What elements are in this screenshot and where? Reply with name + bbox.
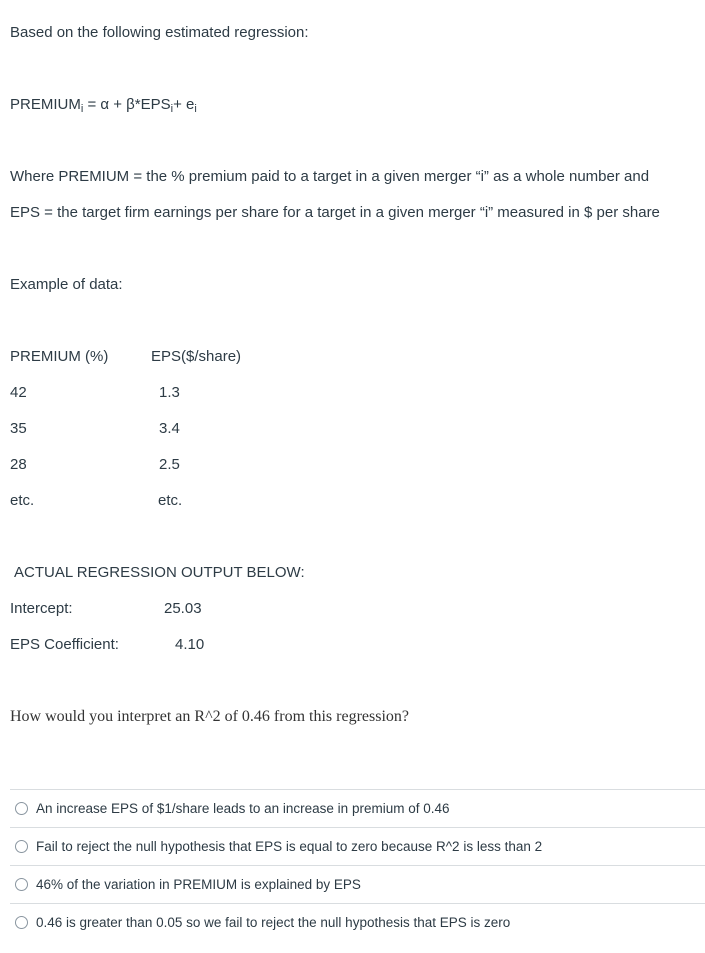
- table-cell-eps: etc.: [158, 492, 183, 509]
- definition-premium: Where PREMIUM = the % premium paid to a target in a given merger “i” as a whole number and: [10, 168, 650, 185]
- answer-option[interactable]: [10, 789, 705, 827]
- output-heading: ACTUAL REGRESSION OUTPUT BELOW:: [14, 564, 305, 581]
- radio-button[interactable]: [15, 916, 28, 929]
- radio-button[interactable]: [15, 802, 28, 815]
- radio-button[interactable]: [15, 878, 28, 891]
- answer-label: Fail to reject the null hypothesis that EPS is equal to zero because R^2 is less than 2: [36, 839, 543, 854]
- answer-label: 0.46 is greater than 0.05 so we fail to reject the null hypothesis that EPS is zero: [36, 915, 511, 930]
- equation-subscript: i: [80, 103, 84, 115]
- table-cell-eps: 1.3: [159, 384, 180, 401]
- definition-eps: EPS = the target firm earnings per share for a target in a given merger “i” measured in $ per share: [10, 204, 660, 221]
- table-header-premium: PREMIUM (%): [10, 348, 109, 365]
- regression-equation: [10, 95, 197, 119]
- answer-option[interactable]: [10, 903, 705, 941]
- answer-option[interactable]: [10, 827, 705, 865]
- equation-middle: = α + β*EPS: [83, 96, 171, 113]
- answer-option[interactable]: [10, 865, 705, 903]
- table-cell-premium: etc.: [10, 492, 35, 509]
- table-cell-eps: 3.4: [159, 420, 180, 437]
- table-header-eps: EPS($/share): [151, 348, 242, 365]
- eps-coefficient-value: 4.10: [175, 636, 205, 653]
- intercept-label: Intercept:: [10, 600, 73, 617]
- answer-list: [10, 789, 705, 941]
- intro-text: Based on the following estimated regression:: [10, 24, 309, 41]
- equation-error: + e: [173, 96, 195, 113]
- equation-subscript: i: [170, 103, 174, 115]
- radio-button[interactable]: [15, 840, 28, 853]
- eps-coefficient-label: EPS Coefficient:: [10, 636, 119, 653]
- table-cell-premium: 35: [10, 420, 27, 437]
- answer-label: An increase EPS of $1/share leads to an increase in premium of 0.46: [36, 801, 450, 816]
- example-label: Example of data:: [10, 276, 123, 293]
- equation-premium: PREMIUM: [10, 96, 81, 113]
- table-cell-premium: 28: [10, 456, 27, 473]
- intercept-value: 25.03: [164, 600, 202, 617]
- question-prompt: How would you interpret an R^2 of 0.46 from this regression?: [10, 708, 409, 725]
- table-cell-premium: 42: [10, 384, 27, 401]
- answer-label: 46% of the variation in PREMIUM is explained by EPS: [36, 877, 361, 892]
- equation-subscript: i: [194, 103, 197, 115]
- table-cell-eps: 2.5: [159, 456, 180, 473]
